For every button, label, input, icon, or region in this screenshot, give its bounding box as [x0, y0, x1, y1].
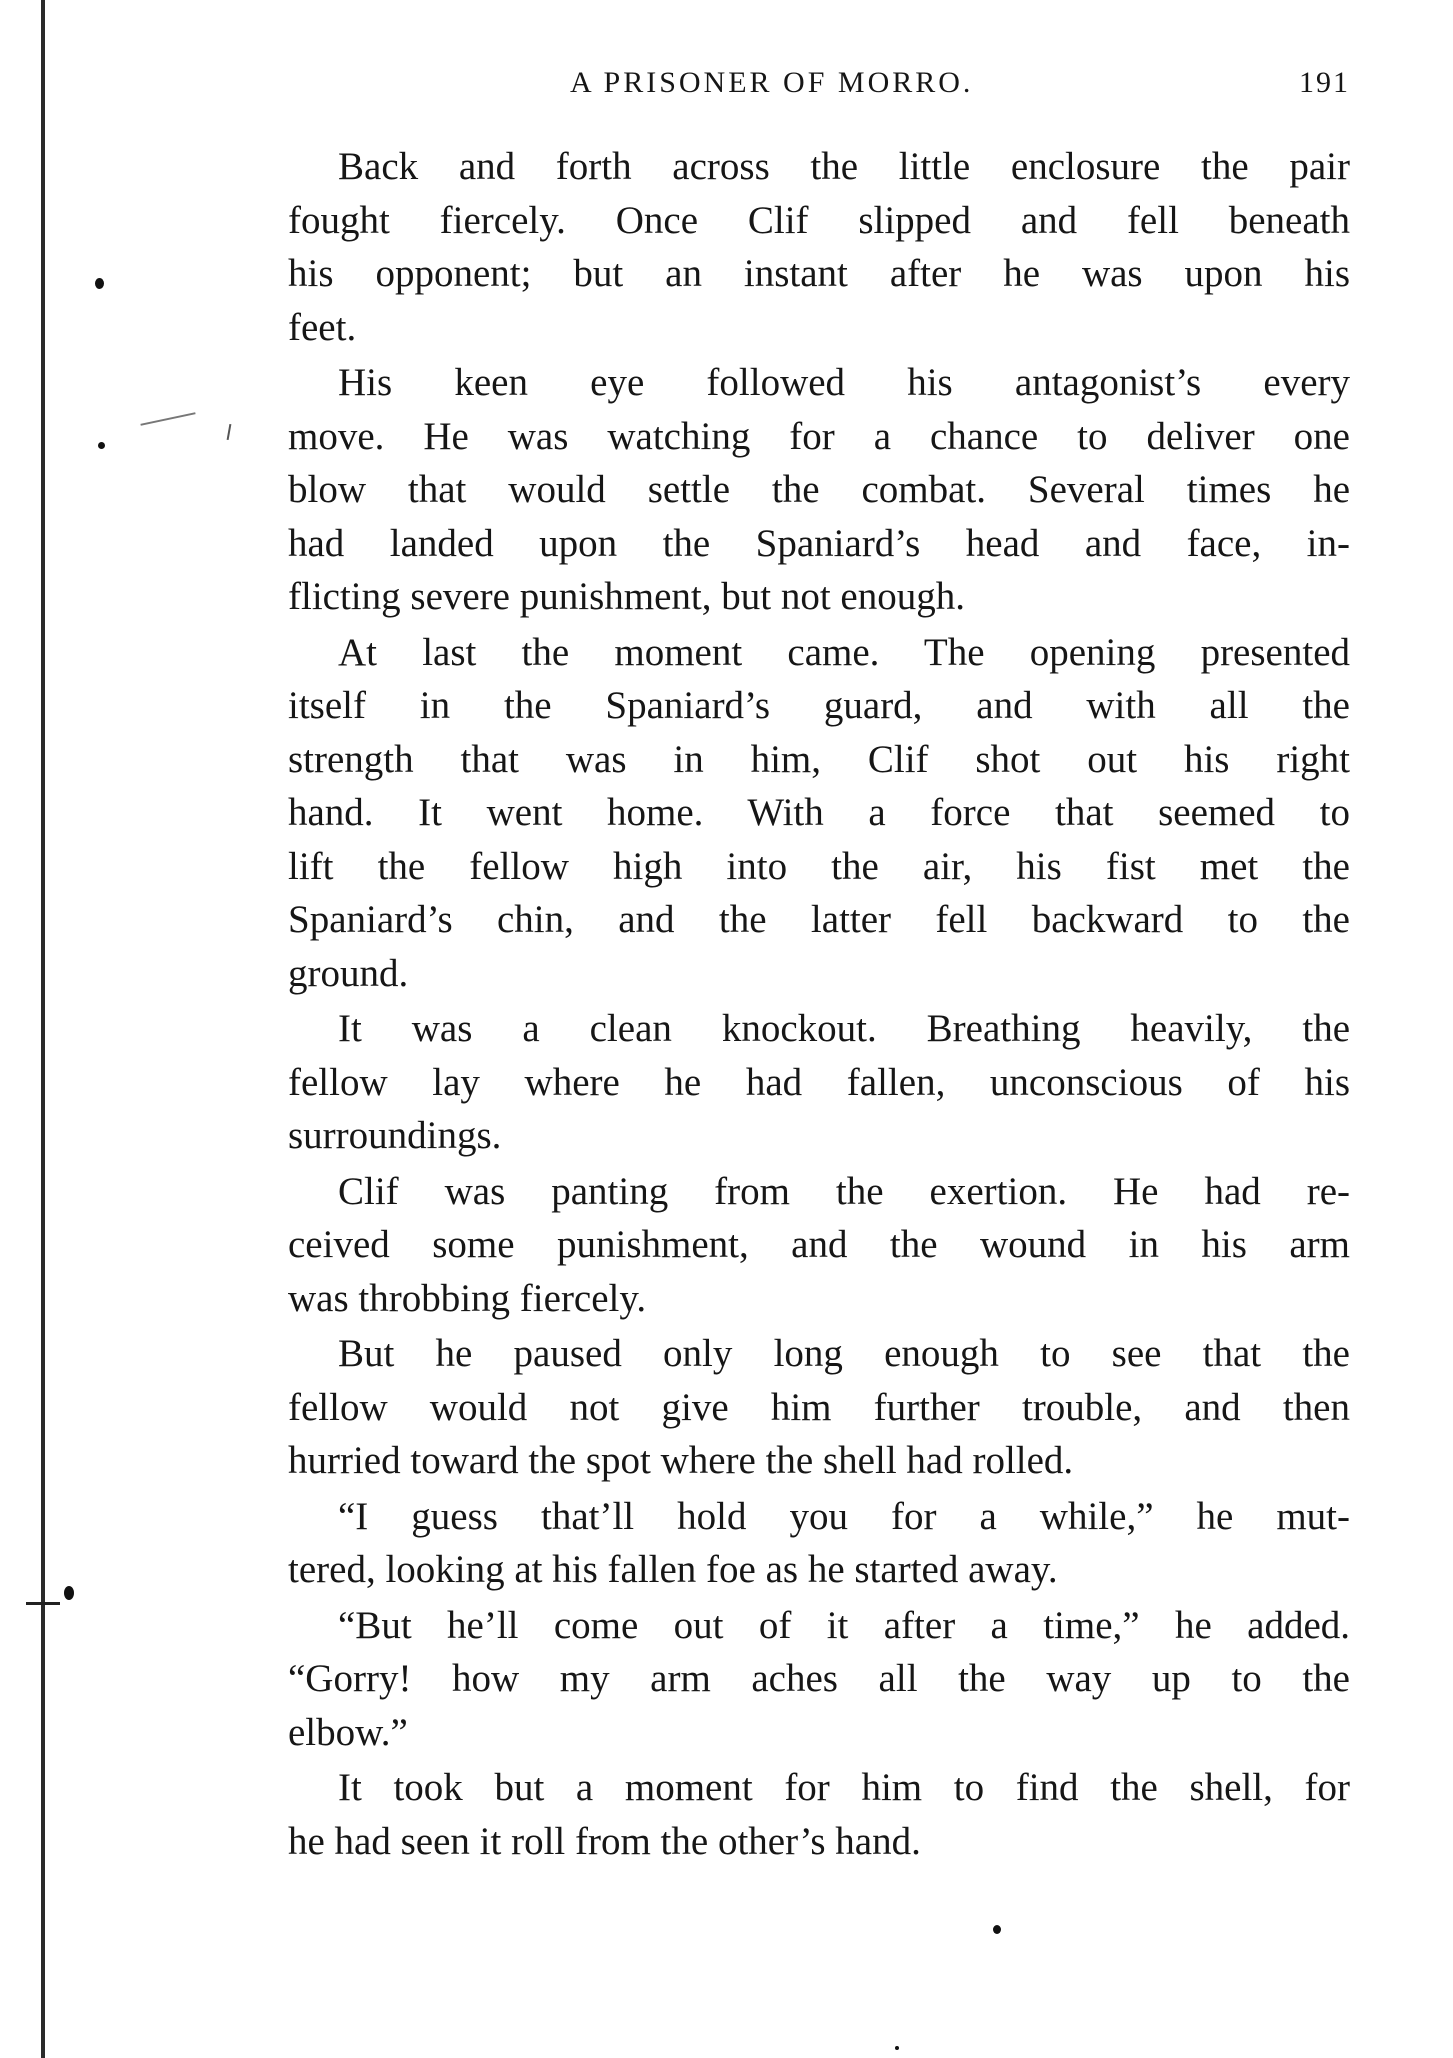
text-line: feet. — [288, 305, 357, 349]
text-line: fellow lay where he had fallen, unconscious of his — [288, 1060, 1350, 1104]
text-line: blow that would settle the combat. Several times he — [288, 468, 1350, 511]
text-line: “Gorry! how my arm aches all the way up to the — [288, 1657, 1350, 1700]
paragraph — [288, 626, 1350, 1001]
text-line: But he paused only long enough to see that the — [338, 1332, 1350, 1375]
text-line: At last the moment came. The opening presented — [338, 630, 1350, 674]
body-text — [288, 140, 1350, 1870]
text-line: Spaniard’s chin, and the latter fell backward to the — [288, 898, 1350, 941]
text-line: he had seen it roll from the other’s hand. — [288, 1819, 921, 1863]
paragraph — [288, 1327, 1350, 1488]
text-line: Back and forth across the little enclosure the pair — [338, 145, 1350, 188]
text-line: elbow.” — [288, 1710, 408, 1754]
text-line: Clif was panting from the exertion. He had re- — [338, 1169, 1350, 1213]
text-line: It took but a moment for him to find the shell, for — [338, 1766, 1350, 1809]
text-line: move. He was watching for a chance to deliver one — [288, 414, 1350, 458]
ink-speck — [95, 278, 104, 289]
paragraph — [288, 1761, 1350, 1868]
text-line: tered, looking at his fallen foe as he started away. — [288, 1548, 1058, 1591]
ink-speck — [64, 1586, 74, 1600]
text-line: ground. — [288, 951, 409, 995]
text-line: itself in the Spaniard’s guard, and with all the — [288, 684, 1350, 727]
running-title: A PRISONER OF MORRO. — [570, 66, 974, 99]
text-line: “I guess that’ll hold you for a while,” he mut- — [338, 1494, 1350, 1538]
text-line: strength that was in him, Clif shot out his right — [288, 737, 1350, 781]
paragraph — [288, 140, 1350, 354]
paragraph — [288, 356, 1350, 624]
text-line: surroundings. — [288, 1114, 502, 1157]
page-header — [570, 66, 1350, 106]
ink-mark — [227, 424, 232, 440]
paragraph — [288, 1599, 1350, 1760]
text-line: his opponent; but an instant after he was upon his — [288, 252, 1350, 295]
text-line: flicting severe punishment, but not enough. — [288, 575, 965, 618]
text-line: fellow would not give him further trouble, and then — [288, 1385, 1350, 1429]
binding-edge-line — [41, 0, 45, 2058]
text-line: was throbbing fiercely. — [288, 1276, 647, 1320]
text-line: ceived some punishment, and the wound in his arm — [288, 1223, 1350, 1266]
ink-speck — [98, 442, 105, 449]
text-line: lift the fellow high into the air, his fist met the — [288, 844, 1350, 888]
text-line: His keen eye followed his antagonist’s every — [338, 361, 1350, 404]
text-line: had landed upon the Spaniard’s head and face, in- — [288, 521, 1350, 565]
text-line: hurried toward the spot where the shell had rolled. — [288, 1439, 1074, 1482]
ink-mark — [26, 1602, 60, 1605]
text-line: fought fiercely. Once Clif slipped and fell beneath — [288, 198, 1350, 242]
paragraph — [288, 1002, 1350, 1163]
ink-mark — [140, 412, 195, 426]
page-number: 191 — [1299, 66, 1350, 99]
paragraph — [288, 1165, 1350, 1326]
text-line: It was a clean knockout. Breathing heavily, the — [338, 1007, 1350, 1050]
ink-speck — [895, 2046, 899, 2050]
text-line: “But he’ll come out of it after a time,” he added. — [338, 1603, 1350, 1647]
paragraph — [288, 1490, 1350, 1597]
ink-speck — [993, 1925, 1001, 1934]
text-line: hand. It went home. With a force that seemed to — [288, 791, 1350, 834]
